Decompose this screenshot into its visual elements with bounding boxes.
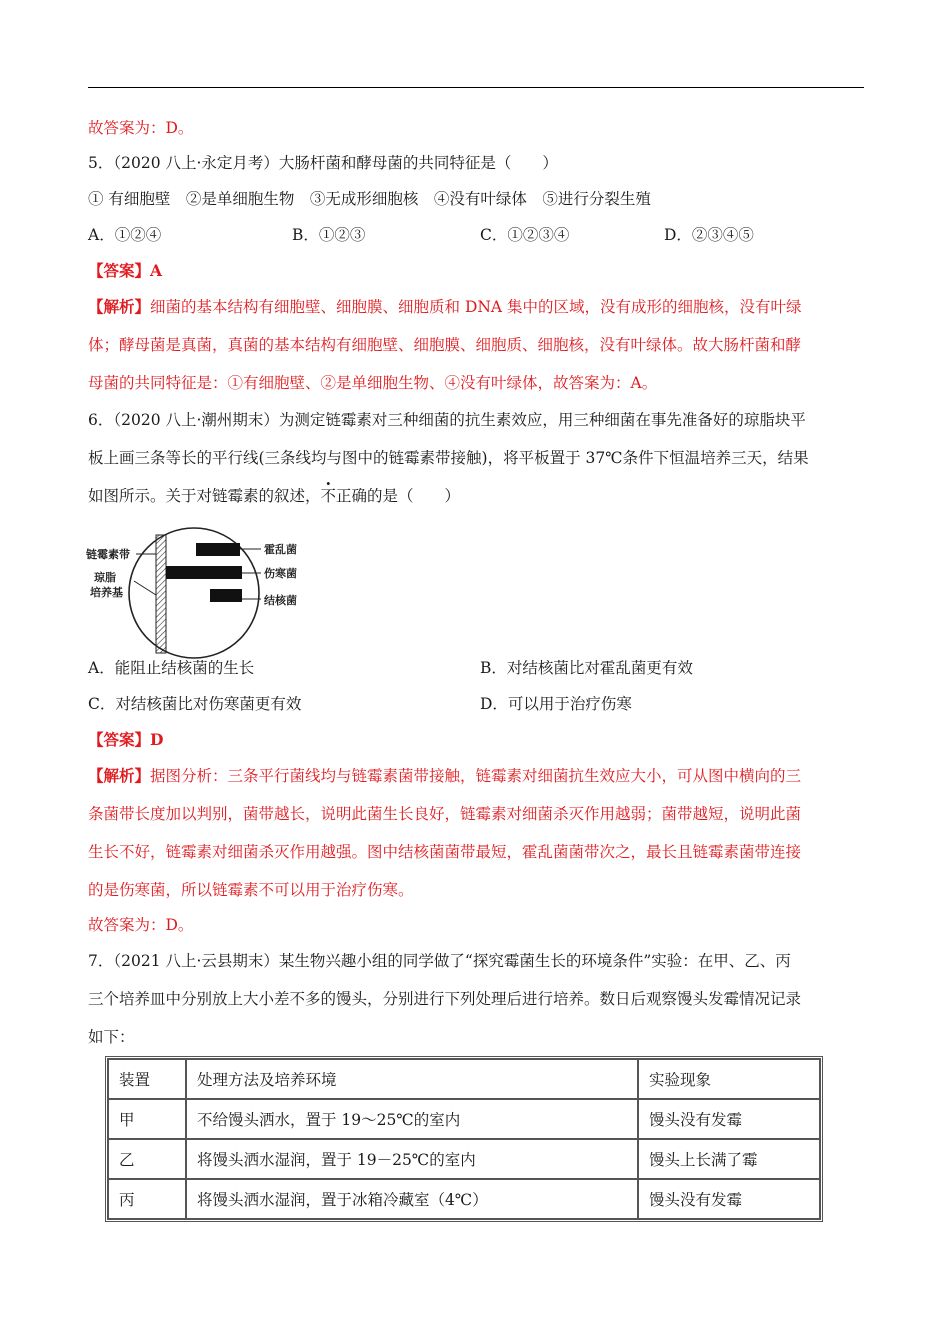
q6-stem-line-2: 板上画三条等长的平行线(三条线均与图中的链霉素带接触)，将平板置于 37℃条件下恒温培养三天，结果 — [88, 449, 809, 467]
q6-analysis-line-3: 生长不好，链霉素对细菌杀灭作用越强。图中结核菌菌带最短，霍乱菌菌带次之，最长且链霉素菌带连接 — [88, 843, 802, 861]
label-agar-2: 培养基 — [90, 586, 123, 599]
q5-option-a: A．①②④ — [88, 226, 162, 244]
q5-analysis-line-3: 母菌的共同特征是：①有细胞壁、②是单细胞生物、④没有叶绿体，故答案为：A。 — [88, 374, 658, 392]
streptomycin-band — [156, 535, 166, 653]
table-cell: 将馒头洒水湿润，置于 19－25℃的室内 — [186, 1139, 638, 1179]
q6-option-c: C．对结核菌比对伤寒菌更有效 — [88, 695, 302, 713]
table-header-row — [108, 1059, 820, 1099]
q6-analysis-line-4: 的是伤寒菌，所以链霉素不可以用于治疗伤寒。 — [88, 881, 414, 899]
q5-features: ① 有细胞壁 ②是单细胞生物 ③无成形细胞核 ④没有叶绿体 ⑤进行分裂生殖 — [88, 190, 651, 208]
table-row — [108, 1179, 820, 1219]
table-row — [108, 1139, 820, 1179]
q5-analysis-tag: 【解析】 — [88, 297, 151, 316]
header-rule — [88, 87, 864, 88]
q7-stem-line-1: 7．（2021 八上·云县期末）某生物兴趣小组的同学做了“探究霉菌生长的环境条件”实验：在甲、乙、丙 — [88, 952, 791, 970]
table-header-cell: 处理方法及培养环境 — [186, 1059, 638, 1099]
table-cell: 乙 — [108, 1139, 186, 1179]
typhoid-streak — [166, 566, 242, 579]
table-row — [108, 1099, 820, 1139]
label-tb: 结核菌 — [264, 594, 297, 607]
prev-answer: 故答案为：D。 — [88, 119, 194, 137]
cholera-streak — [196, 543, 240, 556]
q6-analysis-line-2: 条菌带长度加以判别，菌带越长，说明此菌生长良好，链霉素对细菌杀灭作用越弱；菌带越短，说明此菌 — [88, 805, 802, 823]
tb-streak — [210, 589, 242, 602]
table-cell: 馒头没有发霉 — [638, 1099, 820, 1139]
table-cell: 甲 — [108, 1099, 186, 1139]
q5-analysis-line-1: 【解析】细菌的基本结构有细胞壁、细胞膜、细胞质和 DNA 集中的区域，没有成形的细胞核，没有叶绿 — [88, 297, 802, 316]
q6-option-d: D．可以用于治疗伤寒 — [480, 695, 632, 713]
q5-analysis-line-2: 体；酵母菌是真菌，真菌的基本结构有细胞壁、细胞膜、细胞质、细胞核，没有叶绿体。故大肠杆菌和酵 — [88, 336, 802, 354]
q7-stem-line-2: 三个培养皿中分别放上大小差不多的馒头，分别进行下列处理后进行培养。数日后观察馒头发霉情况记录 — [88, 990, 802, 1008]
q6-analysis-line-1: 【解析】据图分析：三条平行菌线均与链霉素菌带接触，链霉素对细菌抗生效应大小，可从图中横向的三 — [88, 766, 802, 785]
table-header-cell: 实验现象 — [638, 1059, 820, 1099]
q6-answer: 【答案】D — [88, 730, 164, 749]
table-cell: 将馒头洒水湿润，置于冰箱冷藏室（4℃） — [186, 1179, 638, 1219]
label-cholera: 霍乱菌 — [264, 543, 297, 556]
experiment-table — [105, 1056, 823, 1222]
table-cell: 馒头没有发霉 — [638, 1179, 820, 1219]
table-cell: 馒头上长满了霉 — [638, 1139, 820, 1179]
label-agar-1: 琼脂 — [94, 571, 116, 584]
q6-option-b: B．对结核菌比对霍乱菌更有效 — [480, 659, 693, 677]
q5-answer: 【答案】A — [88, 261, 163, 280]
label-typhoid: 伤寒菌 — [264, 567, 297, 580]
q5-stem: 5．（2020 八上·永定月考）大肠杆菌和酵母菌的共同特征是（ ） — [88, 154, 558, 172]
label-streptomycin: 链霉素带 — [86, 548, 130, 561]
q5-option-d: D．②③④⑤ — [664, 226, 754, 244]
table-cell: 丙 — [108, 1179, 186, 1219]
q6-analysis-tag: 【解析】 — [88, 766, 151, 785]
table-header-cell: 装置 — [108, 1059, 186, 1099]
q6-stem-line-3: 如图所示。关于对链霉素的叙述，不正确的是（ ） — [88, 487, 461, 505]
q7-stem-line-3: 如下： — [88, 1028, 135, 1046]
q6-stem-line-1: 6．（2020 八上·潮州期末）为测定链霉素对三种细菌的抗生素效应，用三种细菌在事先准备好的琼脂块平 — [88, 411, 806, 429]
q5-option-c: C．①②③④ — [480, 226, 570, 244]
emphasis-dot-char: 不 — [320, 487, 337, 505]
q6-final-answer: 故答案为：D。 — [88, 916, 194, 934]
q5-option-b: B．①②③ — [292, 226, 366, 244]
table-cell: 不给馒头洒水，置于 19～25℃的室内 — [186, 1099, 638, 1139]
q6-option-a: A．能阻止结核菌的生长 — [88, 659, 255, 677]
q6-figure — [86, 523, 316, 663]
